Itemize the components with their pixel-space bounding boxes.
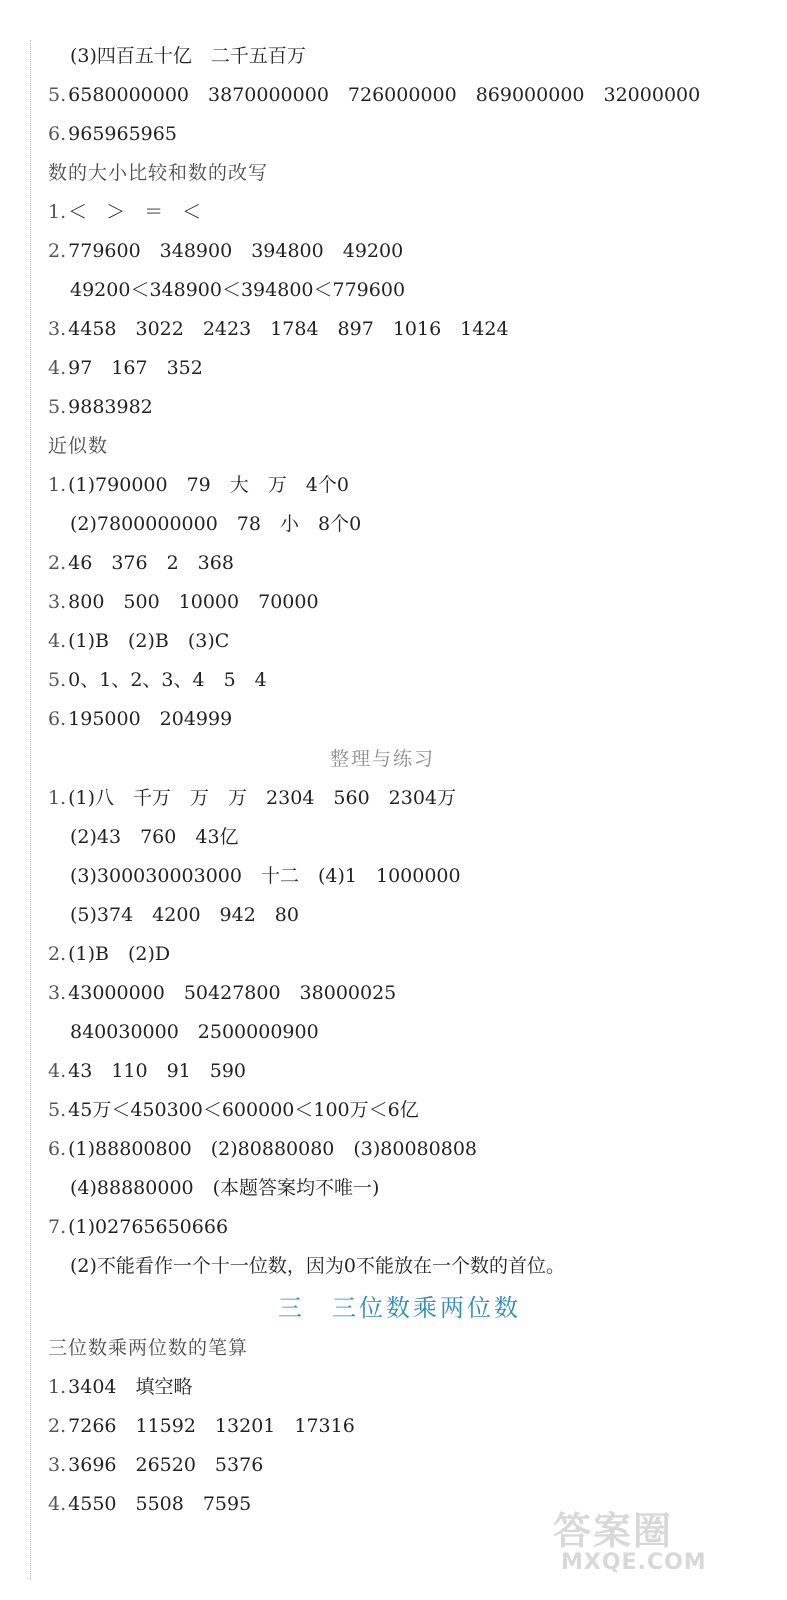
answer-line bbox=[48, 471, 349, 499]
subsection-heading: 数的大小比较和数的改写 bbox=[48, 162, 269, 184]
watermark-logo bbox=[543, 1506, 773, 1580]
answer-line bbox=[48, 1057, 246, 1085]
answer-subline: 840030000 2500000900 bbox=[70, 1021, 319, 1043]
answer-subline: (2)43 760 43亿 bbox=[70, 826, 239, 848]
answer-line bbox=[48, 1213, 228, 1241]
question-number: 3. bbox=[48, 1454, 67, 1476]
answer-subline: (5)374 4200 942 80 bbox=[70, 904, 299, 926]
answer-text: 3696 26520 5376 bbox=[68, 1454, 264, 1476]
answer-text: 800 500 10000 70000 bbox=[68, 591, 319, 613]
answer-text: 9883982 bbox=[68, 396, 153, 418]
question-number: 2. bbox=[48, 1415, 67, 1437]
answer-line bbox=[48, 237, 403, 265]
answer-text: 46 376 2 368 bbox=[68, 552, 234, 574]
answer-line bbox=[48, 393, 153, 421]
chapter-title: 三 三位数乘两位数 bbox=[278, 1294, 521, 1322]
question-number: 6. bbox=[48, 1138, 67, 1160]
question-number: 1. bbox=[48, 787, 67, 809]
answer-subline: (3)300030003000 十二 (4)1 1000000 bbox=[70, 865, 461, 887]
watermark-text: 答案圈 bbox=[553, 1508, 674, 1553]
answer-line bbox=[48, 705, 232, 733]
answer-line bbox=[48, 1490, 251, 1518]
answer-text: 7266 11592 13201 17316 bbox=[68, 1415, 355, 1437]
question-number: 2. bbox=[48, 552, 67, 574]
answer-line bbox=[48, 81, 700, 109]
question-number: 1. bbox=[48, 201, 67, 223]
question-number: 2. bbox=[48, 240, 67, 262]
question-number: 5. bbox=[48, 669, 67, 691]
answer-subline: (3)四百五十亿 二千五百万 bbox=[70, 45, 306, 67]
answer-line bbox=[48, 666, 267, 694]
question-number: 7. bbox=[48, 1216, 67, 1238]
question-number: 4. bbox=[48, 1060, 67, 1082]
answer-line bbox=[48, 588, 319, 616]
question-number: 3. bbox=[48, 982, 67, 1004]
question-number: 5. bbox=[48, 1099, 67, 1121]
question-number: 5. bbox=[48, 84, 67, 106]
answer-subline: 49200＜348900＜394800＜779600 bbox=[70, 279, 406, 301]
answer-line bbox=[48, 1135, 477, 1163]
answer-line bbox=[48, 979, 396, 1007]
answer-line bbox=[48, 1096, 419, 1124]
question-number: 5. bbox=[48, 396, 67, 418]
answer-text: 3404 填空略 bbox=[68, 1376, 193, 1398]
answer-line bbox=[48, 120, 177, 148]
answer-line bbox=[48, 354, 203, 382]
question-number: 4. bbox=[48, 630, 67, 652]
answer-text: (1)八 千万 万 万 2304 560 2304万 bbox=[68, 787, 457, 809]
answer-subline: (2)不能看作一个十一位数，因为0不能放在一个数的首位。 bbox=[70, 1255, 566, 1277]
answer-line bbox=[48, 549, 234, 577]
answer-line bbox=[48, 940, 170, 968]
question-number: 6. bbox=[48, 708, 67, 730]
answer-text: 0、1、2、3、4 5 4 bbox=[68, 669, 267, 691]
margin-rule bbox=[30, 40, 31, 1580]
answer-text: 97 167 352 bbox=[68, 357, 203, 379]
question-number: 1. bbox=[48, 1376, 67, 1398]
question-number: 3. bbox=[48, 318, 67, 340]
answer-text: (1)02765650666 bbox=[68, 1216, 229, 1238]
answer-text: 4458 3022 2423 1784 897 1016 1424 bbox=[68, 318, 509, 340]
answer-line bbox=[48, 1373, 193, 1401]
question-number: 4. bbox=[48, 357, 67, 379]
answer-subline: (2)7800000000 78 小 8个0 bbox=[70, 513, 362, 535]
answer-text: 43 110 91 590 bbox=[68, 1060, 247, 1082]
answer-line bbox=[48, 315, 509, 343]
question-number: 6. bbox=[48, 123, 67, 145]
answer-line bbox=[48, 1412, 355, 1440]
answer-text: 779600 348900 394800 49200 bbox=[68, 240, 404, 262]
answer-text: 965965965 bbox=[68, 123, 177, 145]
answer-text: ＜ ＞ ＝ ＜ bbox=[68, 201, 202, 223]
answer-subline: (4)88880000 (本题答案均不唯一) bbox=[70, 1177, 380, 1199]
subsection-heading: 近似数 bbox=[48, 435, 109, 457]
question-number: 3. bbox=[48, 591, 67, 613]
answer-line bbox=[48, 1451, 263, 1479]
answer-text: 6580000000 3870000000 726000000 869000000 32000000 bbox=[68, 84, 701, 106]
question-number: 1. bbox=[48, 474, 67, 496]
answer-text: (1)790000 79 大 万 4个0 bbox=[68, 474, 349, 496]
answer-text: 45万＜450300＜600000＜100万＜6亿 bbox=[68, 1099, 419, 1121]
answer-text: (1)88800800 (2)80880080 (3)80080808 bbox=[68, 1138, 478, 1160]
answer-text: (1)B (2)B (3)C bbox=[68, 630, 230, 652]
answer-line bbox=[48, 784, 456, 812]
answer-text: 4550 5508 7595 bbox=[68, 1493, 252, 1515]
section-title: 整理与练习 bbox=[330, 748, 436, 770]
answer-line bbox=[48, 627, 229, 655]
question-number: 2. bbox=[48, 943, 67, 965]
answer-text: 43000000 50427800 38000025 bbox=[68, 982, 397, 1004]
subsection-heading: 三位数乘两位数的笔算 bbox=[48, 1337, 249, 1359]
watermark-url: MXQE.COM bbox=[561, 1550, 707, 1575]
answer-text: 195000 204999 bbox=[68, 708, 233, 730]
answer-line bbox=[48, 198, 201, 226]
answer-text: (1)B (2)D bbox=[68, 943, 171, 965]
question-number: 4. bbox=[48, 1493, 67, 1515]
